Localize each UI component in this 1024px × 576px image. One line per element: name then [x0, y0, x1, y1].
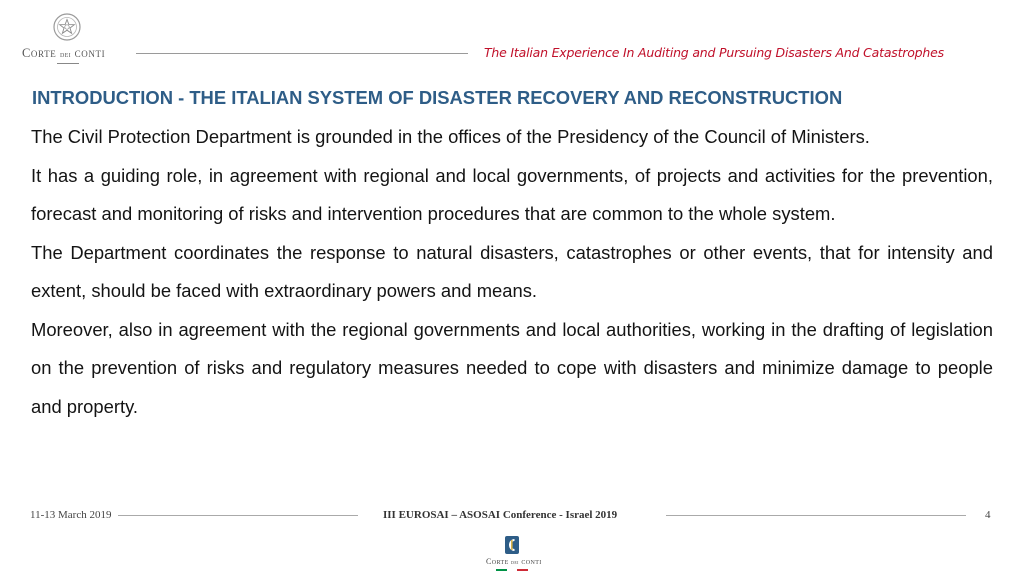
- presentation-title: The Italian Experience In Auditing and Pursuing Disasters And Catastrophes: [484, 45, 944, 60]
- corte-dei-conti-logo: [22, 46, 105, 61]
- paragraph-civil-protection: The Civil Protection Department is grounded in the offices of the Presidency of the Council of Ministers.: [31, 126, 870, 147]
- footer-divider-left: [118, 515, 358, 516]
- footer-brand-word-corte: Corte: [486, 557, 509, 566]
- paragraph-legislation: Moreover, also in agreement with the regional governments and local authorities, working in the drafting of legislation on the prevention of risks and regulatory measures needed to cope with disasters and minimize damage to people and property.: [31, 318, 993, 417]
- flag-white: [507, 569, 518, 571]
- section-title: INTRODUCTION - THE ITALIAN SYSTEM OF DISASTER RECOVERY AND RECONSTRUCTION: [32, 87, 843, 108]
- brand-word-conti: conti: [74, 46, 106, 60]
- flag-green: [496, 569, 507, 571]
- italian-flag-stripe: [496, 569, 528, 571]
- footer-conference: III EUROSAI – ASOSAI Conference - Israel 2019: [383, 509, 618, 521]
- brand-word-dei: dei: [60, 50, 71, 59]
- italian-emblem-icon: [52, 12, 82, 42]
- header-divider: [136, 53, 468, 54]
- paragraph-guiding-role: It has a guiding role, in agreement with regional and local governments, of projects and activities for the prevention, forecast and monitoring of risks and intervention procedures that are common to the whole system.: [31, 164, 993, 224]
- page-number: 4: [985, 509, 991, 521]
- brand-word-corte: Corte: [22, 46, 57, 60]
- flag-red: [517, 569, 528, 571]
- paragraph-coordination: The Department coordinates the response to natural disasters, catastrophes or other events, that for intensity and extent, should be faced with extraordinary powers and means.: [31, 241, 993, 301]
- corte-dei-conti-emblem-icon: [504, 535, 520, 555]
- footer-brand-word-conti: conti: [521, 557, 542, 566]
- footer-brand: [486, 557, 542, 566]
- footer-brand-word-dei: dei: [511, 560, 519, 566]
- footer-date: 11-13 March 2019: [30, 509, 112, 521]
- body-text: [31, 118, 993, 426]
- brand-underline: [57, 63, 79, 64]
- footer-divider-right: [666, 515, 966, 516]
